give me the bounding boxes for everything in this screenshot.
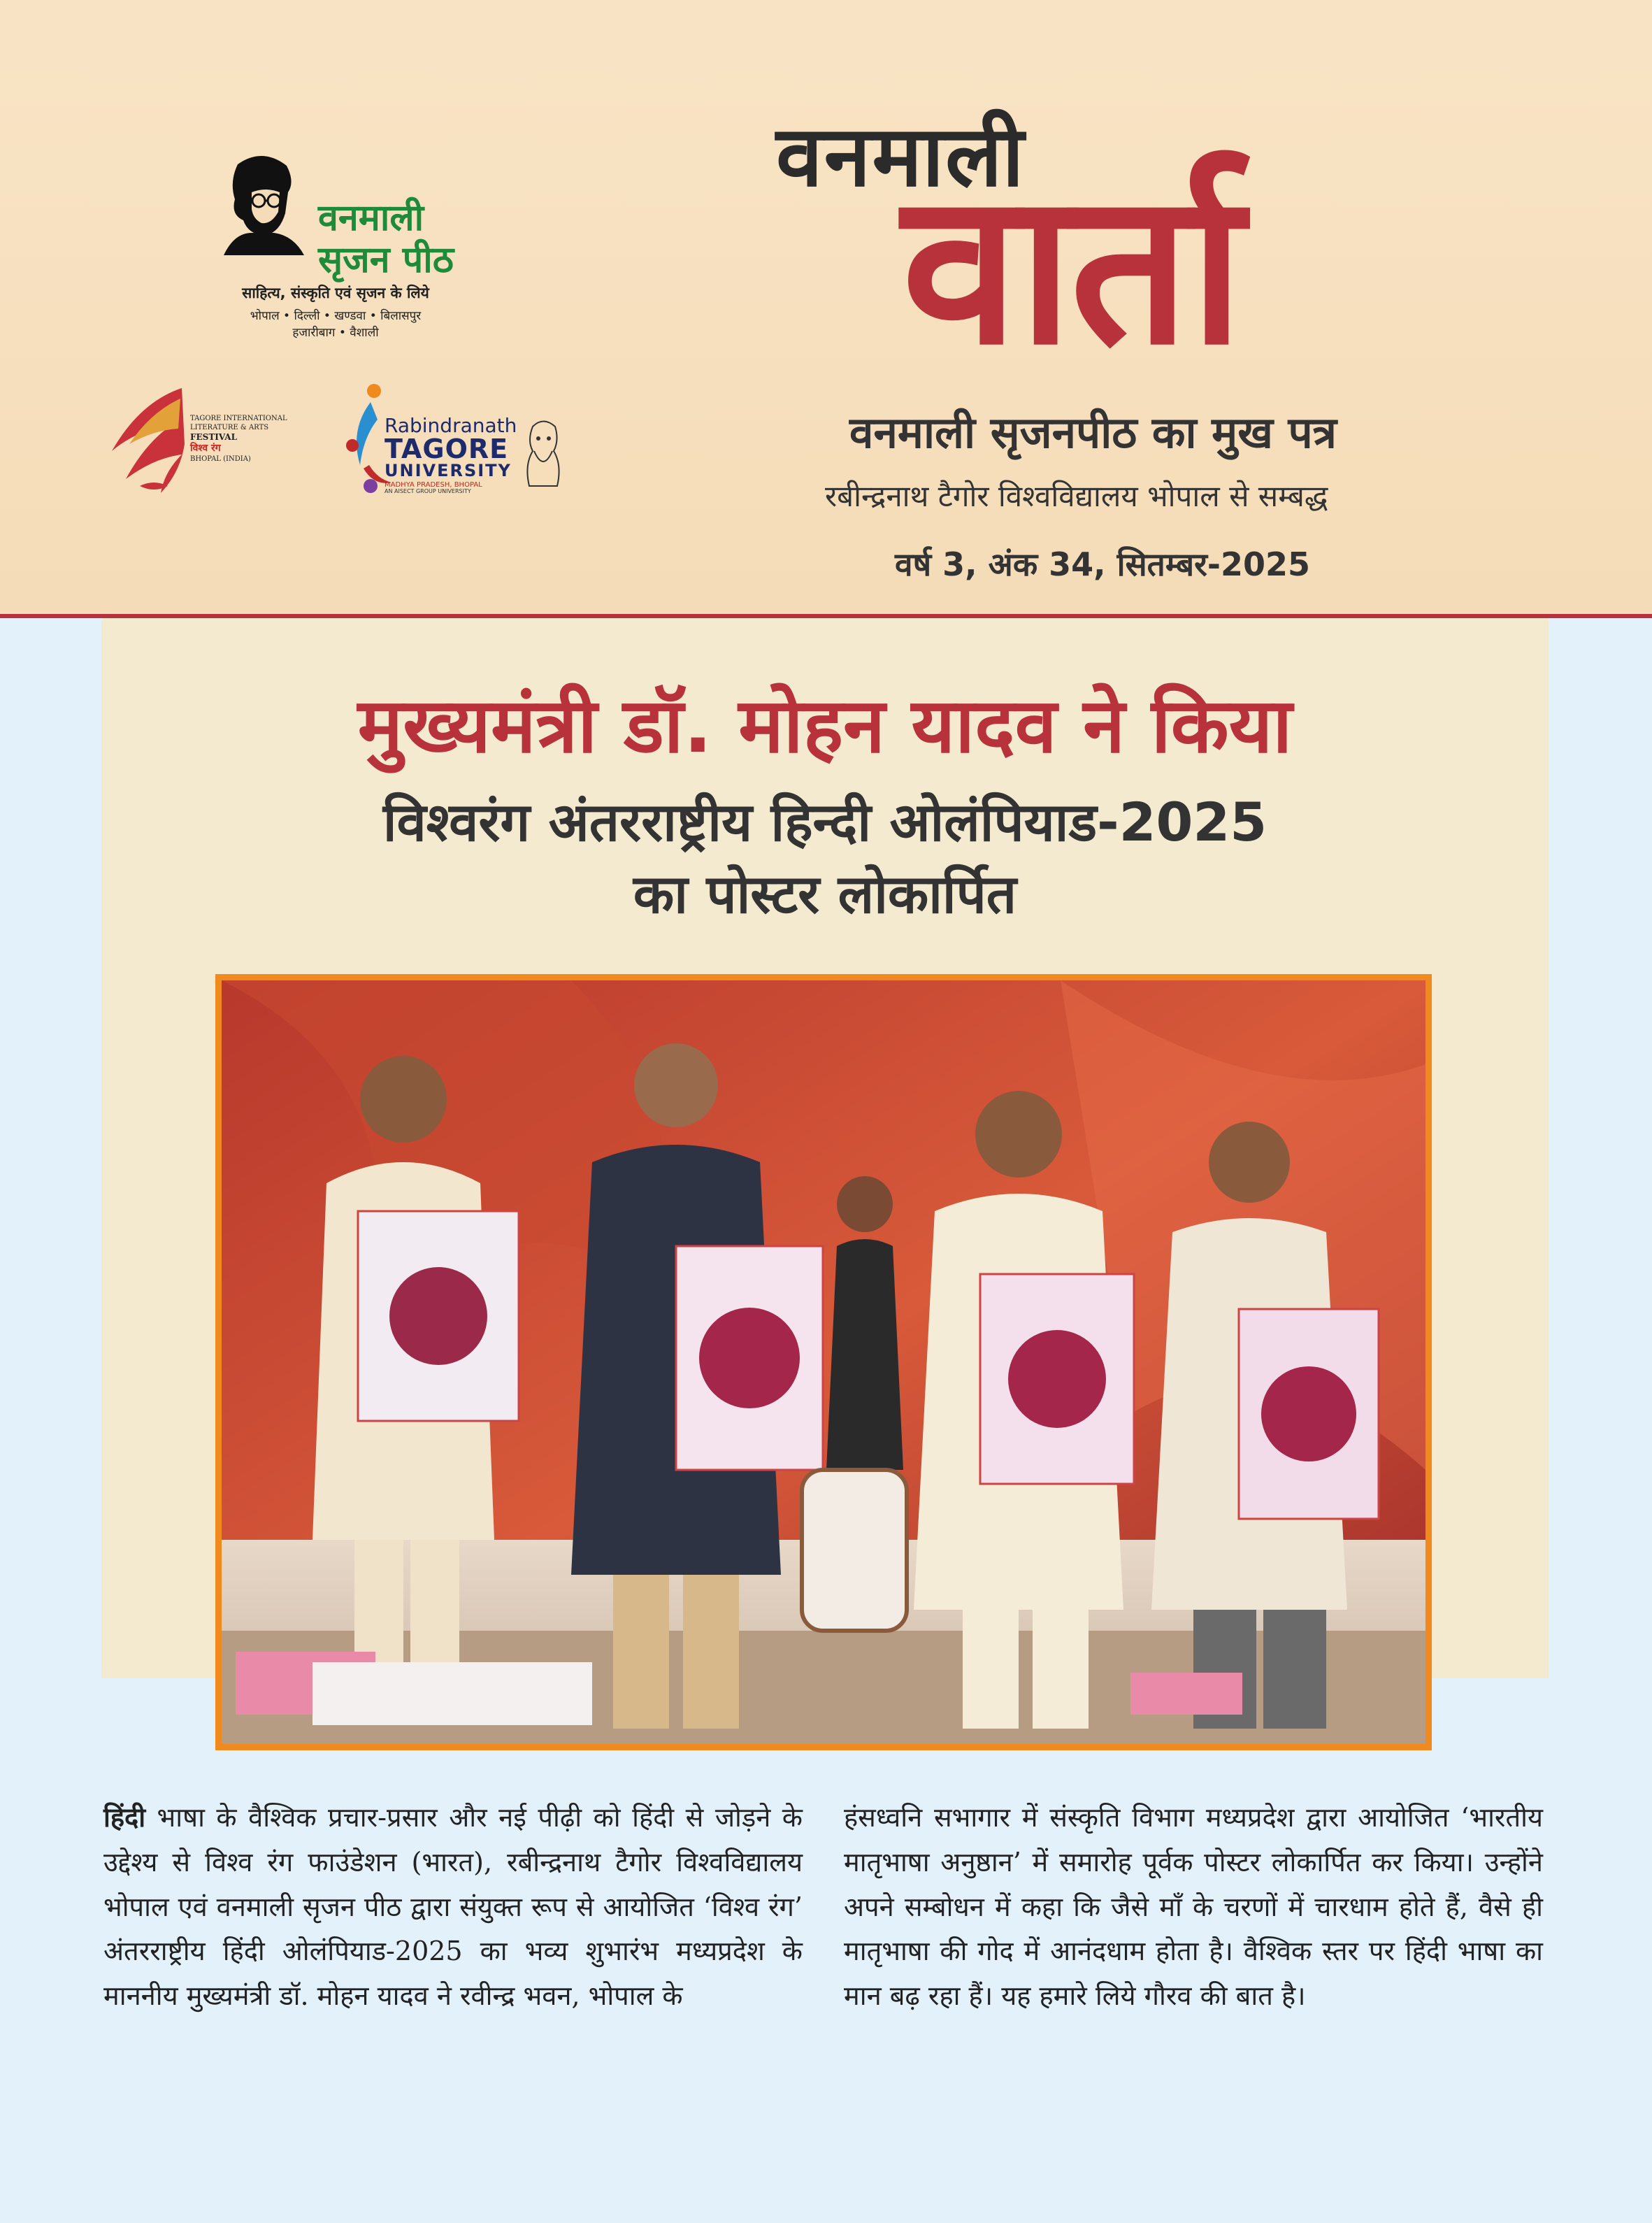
publication-title-main: वार्ता	[902, 147, 1242, 391]
wing-emblem-icon	[98, 374, 189, 500]
portrait-sketch-icon	[210, 150, 315, 255]
article-headline: मुख्यमंत्री डॉ. मोहन यादव ने किया	[357, 682, 1293, 770]
tagore-university-logo	[343, 381, 566, 507]
publication-title-top: वनमाली	[776, 108, 1026, 206]
vanmali-logo-tagline: साहित्य, संस्कृति एवं सृजन के लिये	[242, 285, 429, 301]
article-body-left	[103, 1796, 803, 2019]
affiliation-line: रबीन्द्रनाथ टैगोर विश्वविद्यालय भोपाल से सम्बद्ध	[825, 479, 1328, 513]
event-photo	[215, 974, 1432, 1750]
article-text-left: भाषा के वैश्विक प्रचार-प्रसार और नई पीढ़ी को हिंदी से जोड़ने के उद्देश्य से विश्व रंग फाउंडेशन (भारत), रबीन्द्रनाथ टैगोर विश्वविद्यालय भोपाल एवं वनमाली सृजन पीठ द्वारा संयुक्त रूप से आयोजित ‘विश्व रंग’ अंतरराष्ट्रीय हिंदी ओलंपियाड-2025 का भव्य शुभारंभ मध्यप्रदेश के माननीय मुख्यमंत्री डॉ. मोहन यादव ने रवीन्द्र भवन, भोपाल के	[103, 1802, 803, 2012]
lead-word: हिंदी	[103, 1802, 146, 1833]
publication-subtitle: वनमाली सृजनपीठ का मुख पत्र	[849, 407, 1337, 458]
vanmali-logo-cities: भोपाल • दिल्ली • खण्डवा • बिलासपुर हजारीबाग • वैशाली	[250, 309, 422, 340]
article-subheadline: विश्वरंग अंतरराष्ट्रीय हिन्दी ओलंपियाड-2025 का पोस्टर लोकार्पित	[382, 791, 1267, 925]
university-logo-text: Rabindranath TAGORE UNIVERSITY MADHYA PRADESH, BHOPAL AN AISECT GROUP UNIVERSITY	[385, 414, 517, 494]
festival-logo-text: TAGORE INTERNATIONAL LITERATURE & ARTS FESTIVAL विश्व रंग BHOPAL (INDIA)	[190, 415, 287, 463]
article-body-right: हंसध्वनि सभागार में संस्कृति विभाग मध्यप्रदेश द्वारा आयोजित ‘भारतीय मातृभाषा अनुष्ठान’ में समारोह पूर्वक पोस्टर लोकार्पित कर किया। उन्होंने अपने सम्बोधन में कहा कि जैसे माँ के चरणों में चारधाम होते हैं, वैसे ही मातृभाषा की गोद में आनंदधाम होता है। वैश्विक स्तर पर हिंदी भाषा का मान बढ़ रहा हैं। यह हमारे लिये गौरव की बात है।	[844, 1802, 1543, 2012]
issue-info: वर्ष 3, अंक 34, सितम्बर-2025	[895, 545, 1311, 583]
vanmali-logo-name: वनमाली सृजन पीठ	[318, 197, 454, 281]
vanmali-srijan-peeth-logo	[203, 143, 468, 353]
tagore-portrait-icon	[519, 416, 568, 493]
poster-launch-photo	[222, 980, 1425, 1744]
vishwarang-festival-logo	[98, 374, 301, 500]
